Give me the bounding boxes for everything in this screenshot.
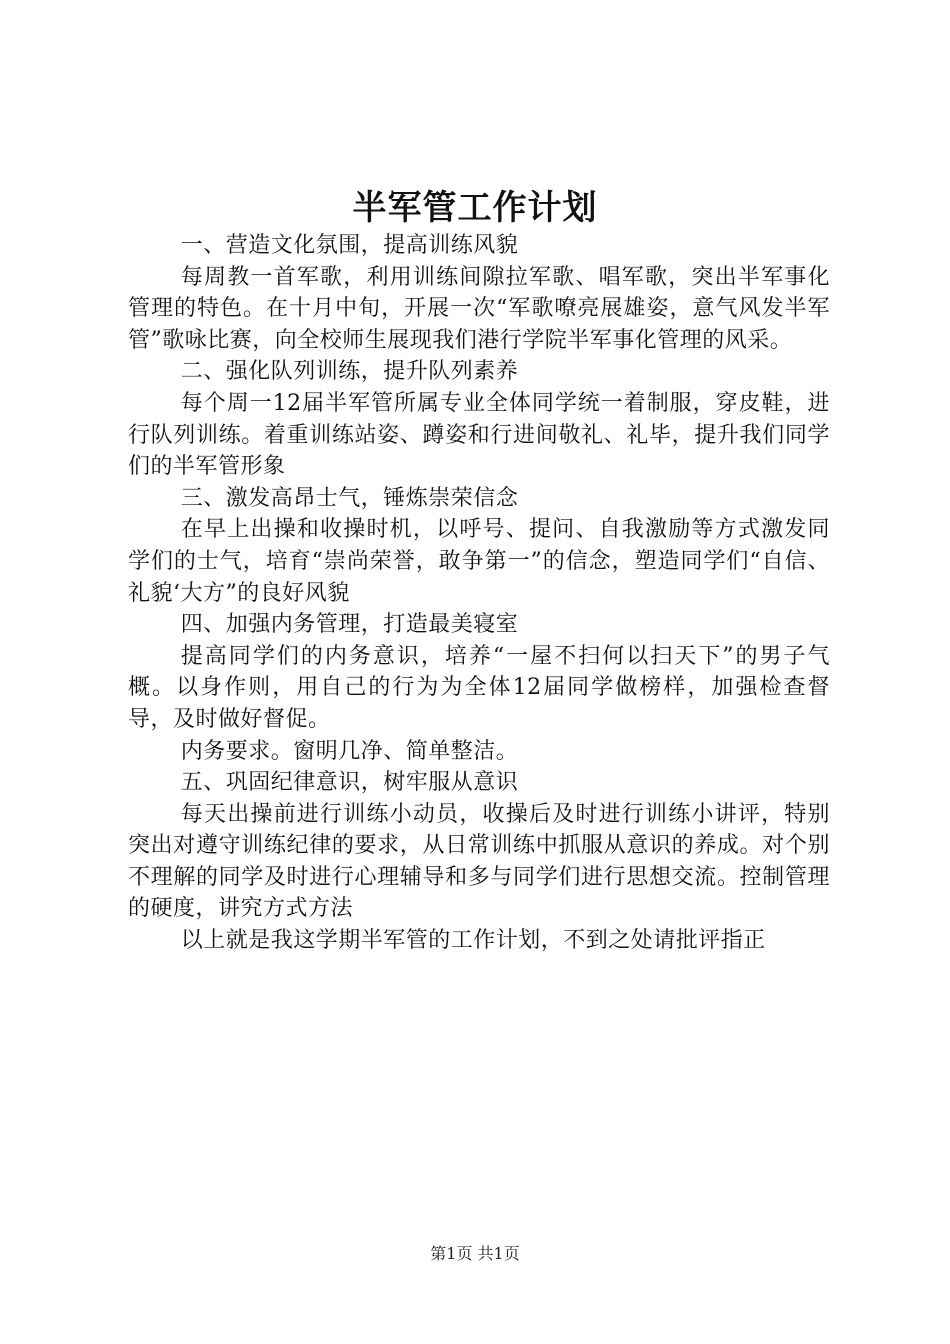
paragraph-6: 每天出操前进行训练小动员，收操后及时进行训练小讲评，特别突出对遵守训练纪律的要求，从日常训练中抓服从意识的养成。对个别不理解的同学及时进行心理辅导和多与同学们进行思想交流。控制管理的硬度，讲究方式方法 xyxy=(128,801,830,922)
section-heading-3: 三、激发高昂士气，锤炼崇荣信念 xyxy=(180,485,519,511)
section-heading-5: 五、巩固纪律意识，树牢服从意识 xyxy=(180,770,519,796)
paragraph-5: 内务要求。窗明几净、简单整洁。 xyxy=(180,738,519,764)
section-heading-1: 一、营造文化氛围，提高训练风貌 xyxy=(180,233,519,258)
paragraph-1: 每周教一首军歌，利用训练间隙拉军歌、唱军歌，突出半军事化管理的特色。在十月中旬，开展一次“军歌嘹亮展雄姿，意气风发半军管”歌咏比赛，向全校师生展现我们港行学院半军事化管理的风采。 xyxy=(128,264,830,353)
paragraph-7: 以上就是我这学期半军管的工作计划，不到之处请批评指正 xyxy=(180,928,766,954)
page-footer: 第1页 共1页 xyxy=(430,1244,520,1263)
paragraph-4: 提高同学们的内务意识，培养“一屋不扫何以扫天下”的男子气概。以身作则，用自己的行为为全体12届同学做榜样，加强检查督导，及时做好督促。 xyxy=(128,643,830,732)
section-heading-4: 四、加强内务管理，打造最美寝室 xyxy=(180,612,519,638)
section-heading-2: 二、强化队列训练，提升队列素养 xyxy=(180,359,519,385)
document-body xyxy=(128,230,830,957)
paragraph-2: 每个周一12届半军管所属专业全体同学统一着制服，穿皮鞋，进行队列训练。着重训练站姿、蹲姿和行进间敬礼、礼毕，提升我们同学们的半军管形象 xyxy=(128,390,830,480)
paragraph-3: 在早上出操和收操时机，以呼号、提问、自我激励等方式激发同学们的士气，培育“崇尚荣誉，敢争第一”的信念，塑造同学们“自信、礼貌‘大方”的良好风貌 xyxy=(128,517,830,606)
document-title: 半军管工作计划 xyxy=(352,188,598,228)
